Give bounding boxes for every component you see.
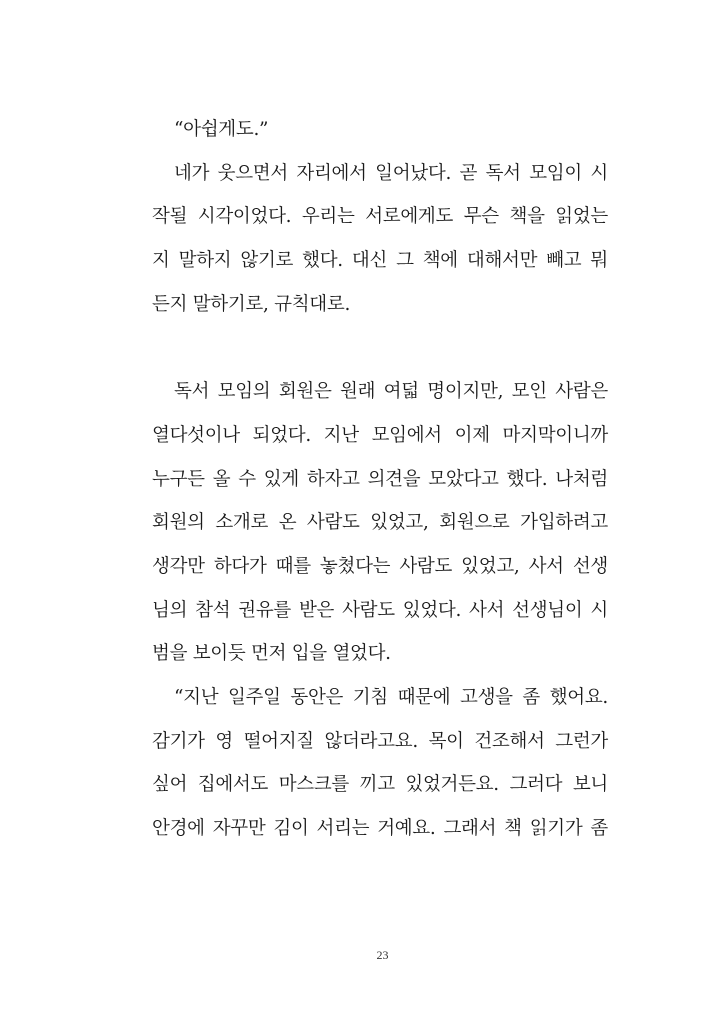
text-line: 감기가 영 떨어지질 않더라고요. 목이 건조해서 그런가: [152, 730, 608, 752]
text-line: 누구든 올 수 있게 하자고 의견을 모았다고 했다. 나처럼: [152, 468, 608, 490]
text-line: 독서 모임의 회원은 원래 여덟 명이지만, 모인 사람은: [174, 381, 608, 403]
text-line: 싶어 집에서도 마스크를 끼고 있었거든요. 그러다 보니: [152, 774, 608, 796]
text-line: 회원의 소개로 온 사람도 있었고, 회원으로 가입하려고: [152, 512, 608, 534]
text-line: 님의 참석 권유를 받은 사람도 있었다. 사서 선생님이 시: [152, 599, 608, 621]
text-line: 열다섯이나 되었다. 지난 모임에서 이제 마지막이니까: [152, 424, 608, 446]
text-line: 지 말하지 않기로 했다. 대신 그 책에 대해서만 빼고 뭐: [152, 250, 608, 272]
paragraph: [152, 680, 608, 855]
text-line: 든지 말하기로, 규칙대로.: [152, 293, 351, 315]
text-line: “아쉽게도.”: [174, 119, 269, 140]
text-line: “지난 일주일 동안은 기침 때문에 고생을 좀 했어요.: [174, 686, 608, 708]
section-break: [152, 330, 608, 374]
text-line: 안경에 자꾸만 김이 서리는 거예요. 그래서 책 읽기가 좀: [152, 818, 608, 839]
paragraph: [152, 112, 608, 156]
text-line: 네가 웃으면서 자리에서 일어났다. 곧 독서 모임이 시: [174, 162, 608, 184]
text-line: 범을 보이듯 먼저 입을 열었다.: [152, 643, 391, 665]
text-line: 생각만 하다가 때를 놓쳤다는 사람도 있었고, 사서 선생: [152, 555, 608, 577]
text-line: 작될 시각이었다. 우리는 서로에게도 무슨 책을 읽었는: [152, 206, 608, 228]
paragraph: [152, 156, 608, 331]
paragraph: [152, 374, 608, 680]
page-number: 23: [376, 948, 389, 962]
page-body: [152, 112, 608, 855]
